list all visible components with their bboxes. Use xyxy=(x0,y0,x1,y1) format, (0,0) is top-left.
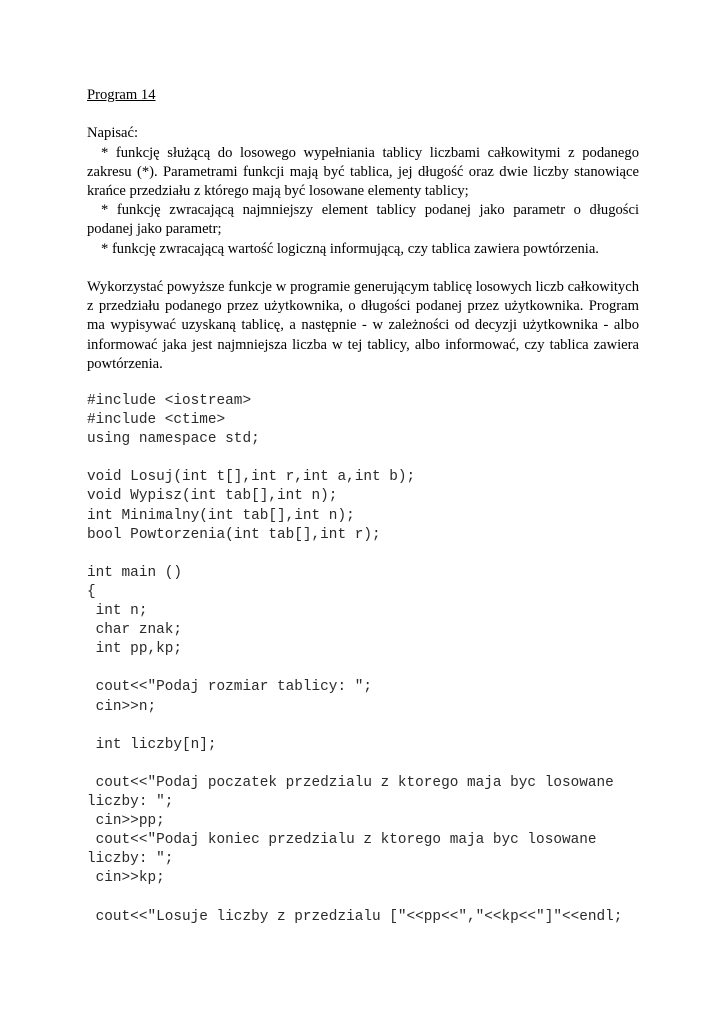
document-page xyxy=(87,86,639,927)
code-line: char znak; xyxy=(87,622,182,639)
code-line xyxy=(87,659,639,678)
code-line xyxy=(87,717,639,736)
code-line: int Minimalny(int tab[],int n); xyxy=(87,507,355,524)
code-line: #include <ctime> xyxy=(87,412,226,429)
code-line: liczby: "; xyxy=(87,793,174,810)
code-line: void Losuj(int t[],int r,int a,int b); xyxy=(87,469,416,486)
code-line: cout<<"Losuje liczby z przedzialu ["<<pp<<","<<kp<<"]"<<endl; xyxy=(87,908,623,925)
code-line: int main () xyxy=(87,564,182,581)
code-line xyxy=(87,888,639,907)
code-line: void Wypisz(int tab[],int n); xyxy=(87,488,338,505)
code-line xyxy=(87,755,639,774)
document-title: Program 14 xyxy=(87,87,156,103)
bullet-item-3: * funkcję zwracającą wartość logiczną informującą, czy tablica zawiera powtórzenia. xyxy=(101,240,599,257)
code-line: cout<<"Podaj koniec przedzialu z ktorego maja byc losowane xyxy=(87,832,597,849)
code-line: bool Powtorzenia(int tab[],int r); xyxy=(87,526,381,543)
code-line: cin>>kp; xyxy=(87,870,165,887)
code-line: using namespace std; xyxy=(87,431,260,448)
code-line: int pp,kp; xyxy=(87,641,182,658)
intro-text: Napisać: xyxy=(87,125,139,142)
code-line xyxy=(87,449,639,468)
code-block xyxy=(87,392,639,927)
code-line: cout<<"Podaj poczatek przedzialu z ktorego maja byc losowane xyxy=(87,774,614,791)
code-line: cin>>pp; xyxy=(87,813,165,830)
code-line: int liczby[n]; xyxy=(87,736,217,753)
code-line: int n; xyxy=(87,603,148,620)
code-line xyxy=(87,545,639,564)
bullet-item-2: * funkcję zwracającą najmniejszy element tablicy podanej jako parametr o długości podanej jako parametr; xyxy=(87,202,639,238)
code-line: cin>>n; xyxy=(87,698,157,715)
code-line: cout<<"Podaj rozmiar tablicy: "; xyxy=(87,679,372,696)
code-line: { xyxy=(87,583,96,600)
code-line: #include <iostream> xyxy=(87,393,252,410)
task-paragraph: Wykorzystać powyższe funkcje w programie generującym tablicę losowych liczb całkowitych z przedziału podanego przez użytkownika, o długości podanej przez użytkownika. Program ma wypisywać uzyskaną tablicę, a następnie - w zależności od decyzji użytkownika - albo informować jaka jest najmniejsza liczba w tej tablicy, albo informować, czy tablica zawiera powtórzenia. xyxy=(87,279,639,372)
code-line: liczby: "; xyxy=(87,851,174,868)
bullet-item-1: * funkcję służącą do losowego wypełniania tablicy liczbami całkowitymi z podanego zakresu (*). Parametrami funkcji mają być tablica, jej długość oraz dwie liczby stanowiące krańce przedziału z którego mają być losowane elementy tablicy; xyxy=(87,144,639,199)
